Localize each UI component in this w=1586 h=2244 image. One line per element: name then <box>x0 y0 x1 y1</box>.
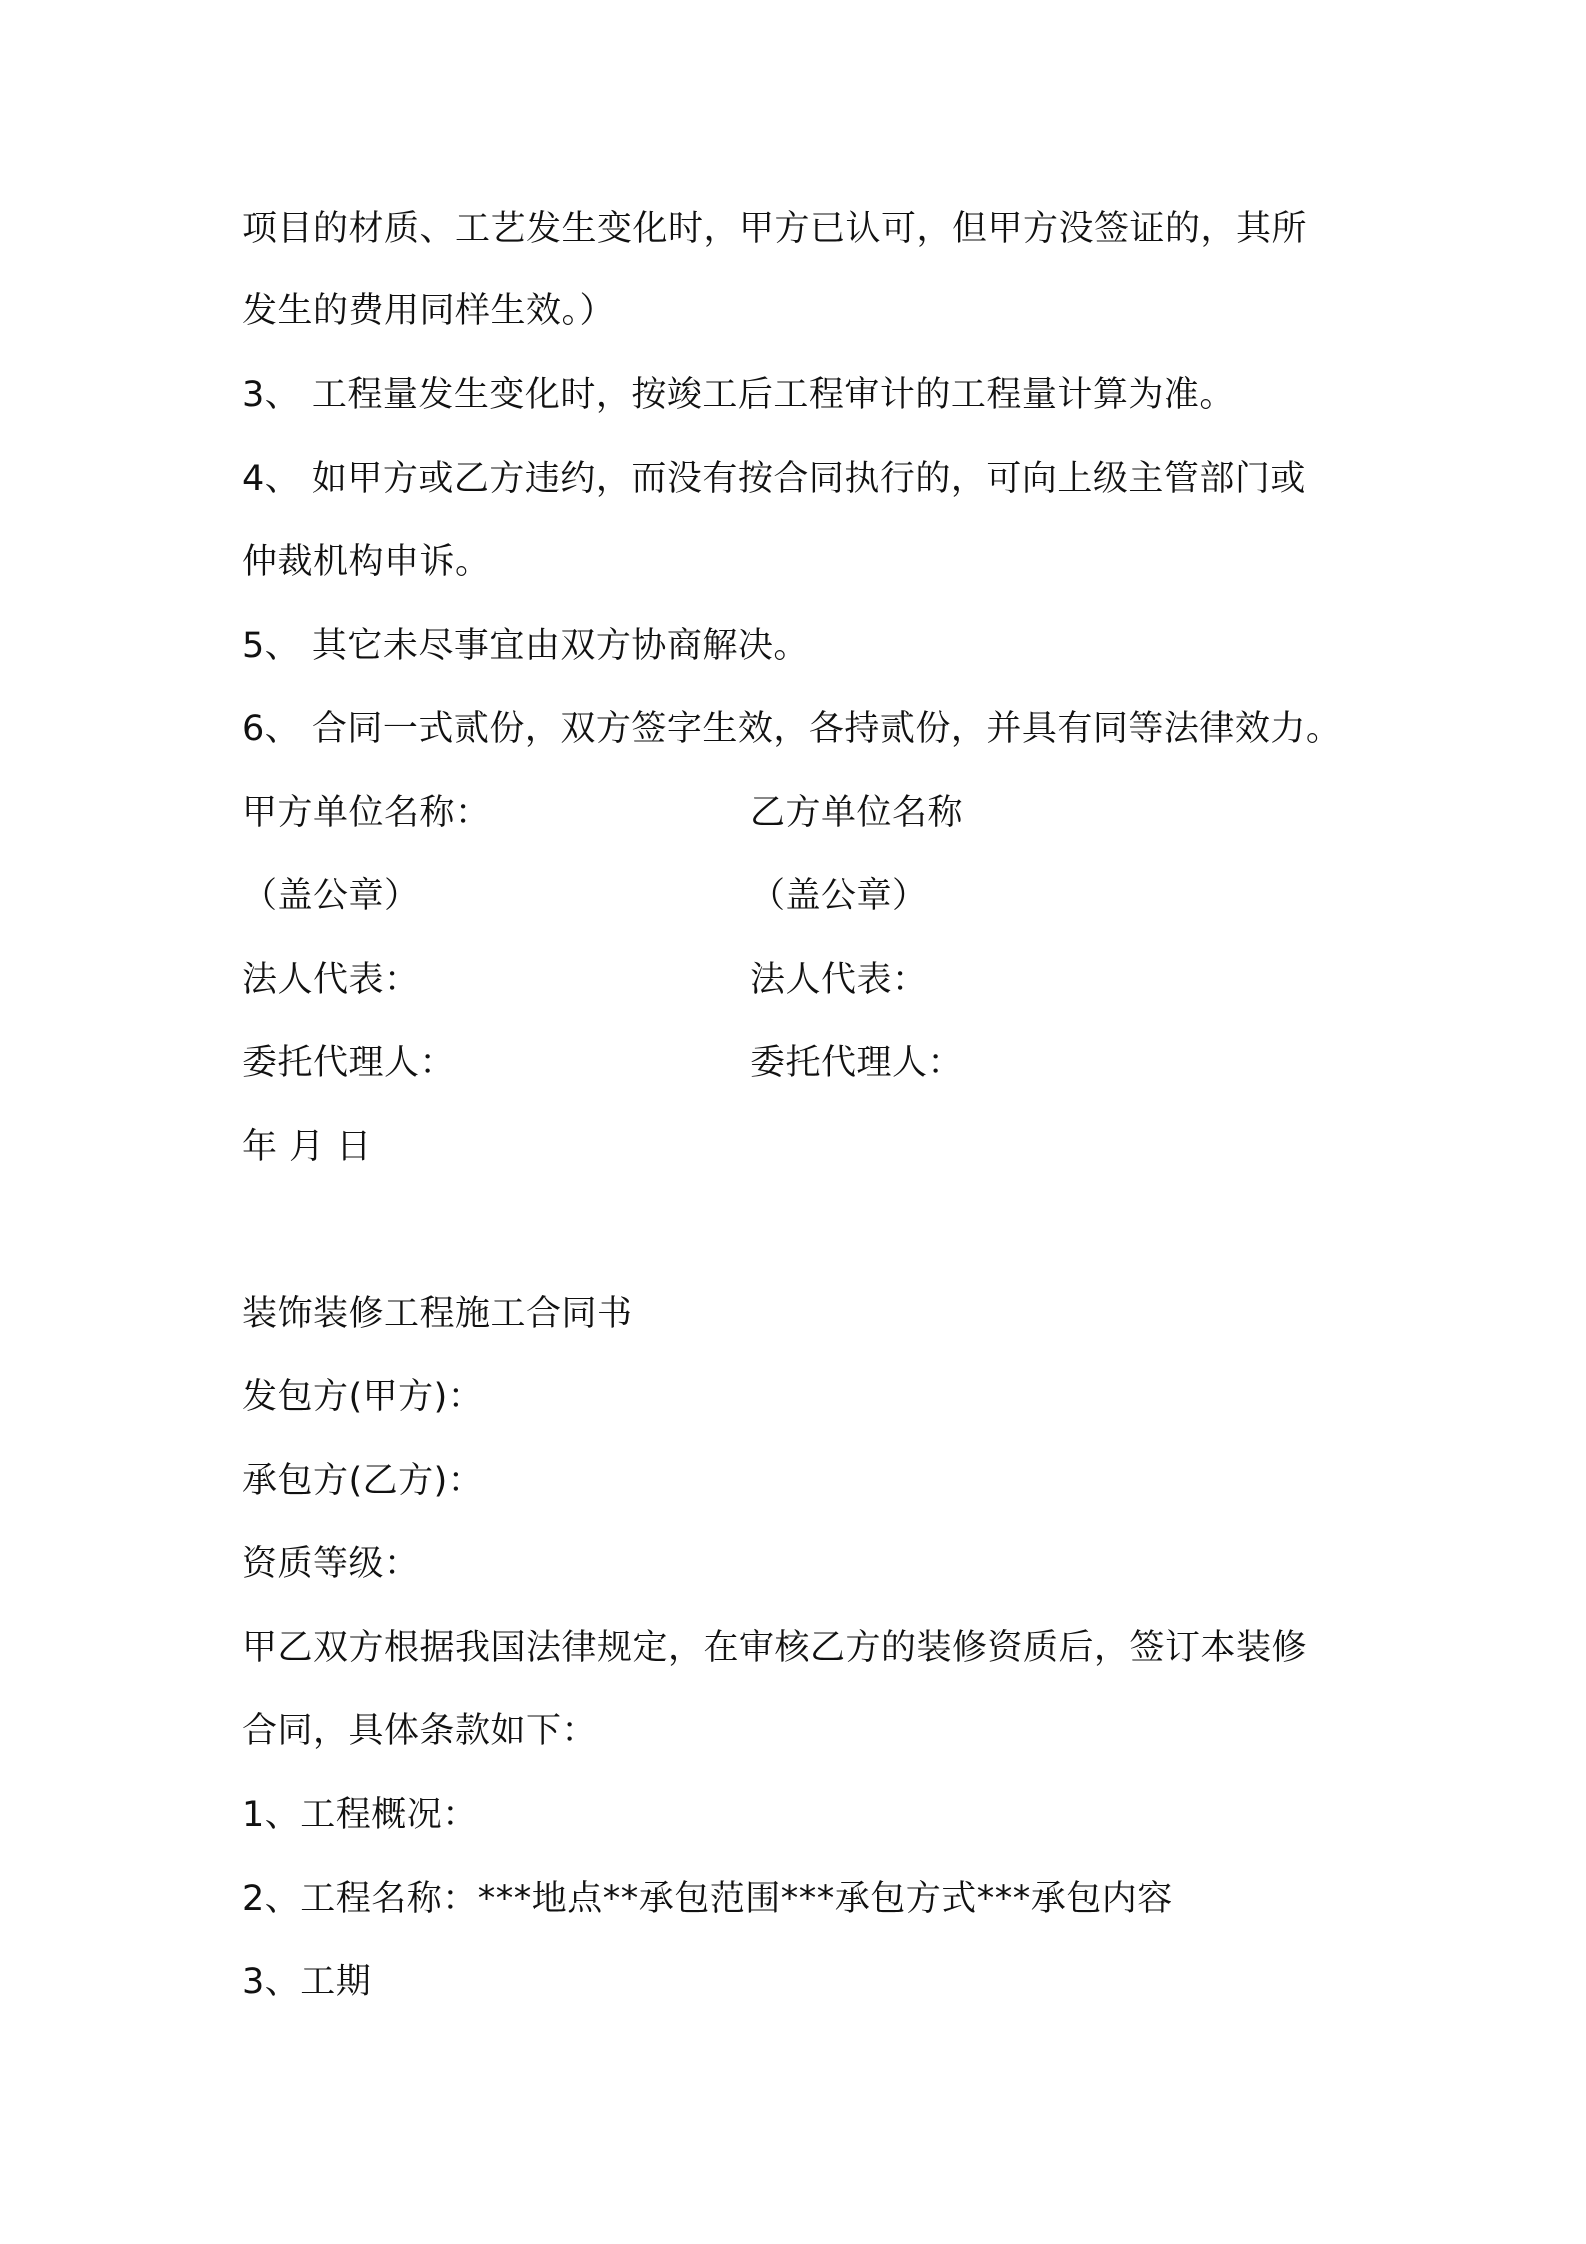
contract-title: 装饰装修工程施工合同书 <box>242 1294 633 1334</box>
party-b-name-label: 乙方单位名称 <box>750 793 964 833</box>
party-a-seal-label: （盖公章） <box>242 876 420 916</box>
clause-item-4-continued: 仲裁机构申诉。 <box>242 542 491 582</box>
party-a-name-label: 甲方单位名称： <box>242 793 491 833</box>
clause-overview: 1、工程概况： <box>242 1795 478 1835</box>
party-b-legal-rep-label: 法人代表： <box>750 960 928 1000</box>
party-b-agent-label: 委托代理人： <box>750 1043 964 1083</box>
clause-item-6: 6、 合同一式贰份，双方签字生效，各持贰份，并具有同等法律效力。 <box>242 709 1342 749</box>
paragraph-line: 发生的费用同样生效。） <box>242 291 616 331</box>
clause-project-name: 2、工程名称：***地点**承包范围***承包方式***承包内容 <box>242 1879 1173 1919</box>
date-line: 年 月 日 <box>242 1127 372 1167</box>
intro-paragraph-line: 合同，具体条款如下： <box>242 1711 598 1751</box>
contractor-label: 承包方(乙方)： <box>242 1461 484 1501</box>
party-a-legal-rep-label: 法人代表： <box>242 960 420 1000</box>
paragraph-line: 项目的材质、工艺发生变化时，甲方已认可，但甲方没签证的，其所 <box>242 209 1308 249</box>
clause-item-4: 4、 如甲方或乙方违约，而没有按合同执行的，可向上级主管部门或 <box>242 459 1306 499</box>
party-b-seal-label: （盖公章） <box>750 876 928 916</box>
intro-paragraph-line: 甲乙双方根据我国法律规定，在审核乙方的装修资质后，签订本装修 <box>242 1628 1308 1668</box>
clause-item-3: 3、 工程量发生变化时，按竣工后工程审计的工程量计算为准。 <box>242 375 1235 415</box>
party-a-agent-label: 委托代理人： <box>242 1043 456 1083</box>
clause-duration: 3、工期 <box>242 1962 372 2002</box>
employer-label: 发包方(甲方)： <box>242 1377 484 1417</box>
clause-item-5: 5、 其它未尽事宜由双方协商解决。 <box>242 626 809 666</box>
qualification-label: 资质等级： <box>242 1544 420 1584</box>
